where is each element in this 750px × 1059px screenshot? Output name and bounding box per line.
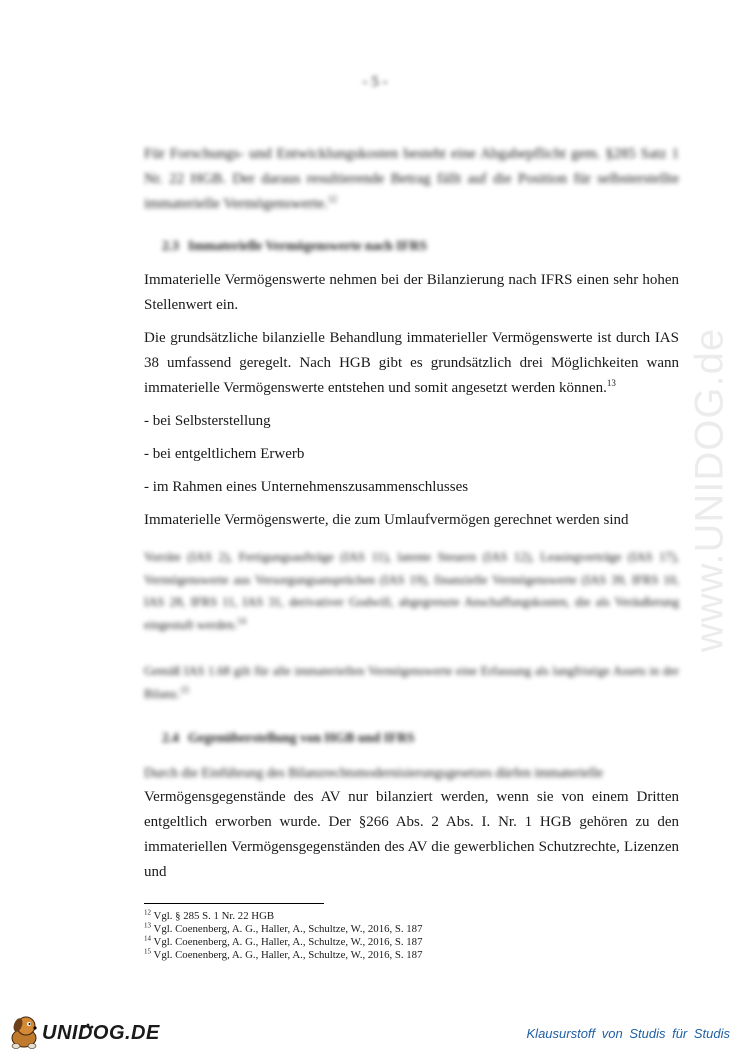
paragraph-3: Immaterielle Vermögenswerte, die zum Umlaufvermögen gerechnet werden sind — [144, 512, 629, 528]
paragraph-1: Immaterielle Vermögenswerte nehmen bei der Bilanzierung nach IFRS einen sehr hohen Stellenwert ein. — [144, 272, 679, 313]
paragraph-4: Vorräte (IAS 2), Fertigungsaufträge (IAS 11), latente Steuern (IAS 12), Leasingverträge (IAS 17), Vermögenswerte aus Versorgungsansprüchen (IAS 19), finanzielle Vermögenswerte (IAS 39, IFRS 10, IAS 28, IFRS 11, IAS 31, derivativer Godwill, abgegrenzte Anschaffungskosten, die als Veräußerung eingestuft werden.$^{14}$ — [144, 550, 679, 632]
footnote: $^{15}$ Vgl. Coenenberg, A. G., Haller, A., Schultze, W., 2016, S. 187 — [144, 947, 423, 961]
footer-tagline: Klausurstoff von Studis für Studis — [526, 1026, 730, 1041]
body-section-ifrs — [144, 268, 679, 533]
list-item: - bei entgeltlichem Erwerb — [144, 446, 305, 462]
heading-2-4: 2.4 Gegenüberstellung von HGB und IFRS — [162, 730, 415, 745]
list-item: - im Rahmen eines Unternehmenszusammenschlusses — [144, 479, 469, 495]
footnote: $^{12}$ Vgl. § 285 S. 1 Nr. 22 HGB — [144, 908, 275, 922]
footnote: $^{14}$ Vgl. Coenenberg, A. G., Haller, A., Schultze, W., 2016, S. 187 — [144, 934, 423, 948]
heading-2-3: 2.3 Immaterielle Vermögenswerte nach IFRS — [162, 238, 427, 253]
paragraph-top: Für Forschungs- und Entwicklungskosten besteht eine Abgabepflicht gem. §285 Satz 1 Nr. 22 HGB. Der daraus resultierende Betrag fällt auf die Position für selbsterstellte immaterielle Vermögenswerte.$^{12}$ — [144, 146, 679, 212]
footnotes — [144, 910, 644, 962]
logo-text: UNIDOG.DE — [42, 1022, 160, 1044]
watermark: www.UNIDOG.de — [687, 327, 732, 653]
paragraph-2: Die grundsätzliche bilanzielle Behandlung immaterieller Vermögenswerte ist durch IAS 38 umfassend geregelt. Nach HGB gibt es grundsätzlich drei Möglichkeiten wann immaterielle Vermögenswerte entstehen und somit angesetzt werden können.$^{13}$ — [144, 330, 679, 396]
footnote: $^{13}$ Vgl. Coenenberg, A. G., Haller, A., Schultze, W., 2016, S. 187 — [144, 921, 423, 935]
paragraph-6: Durch die Einführung des Bilanzrechtsmodernisierungsgesetzes dürfen immaterielle Vermögensgegenstände des AV nur bilanziert werden, wenn sie von einem Dritten entgeltlich erworben wurde. Der §266 Abs. 2 Abs. I. Nr. 1 HGB gehören zu den immateriellen Vermögensgegenständen des AV die gewerblichen Schutzrechte, Lizenzen und — [144, 765, 679, 880]
footnote-separator — [144, 903, 324, 904]
paragraph-5: Gemäß IAS 1.68 gilt für alle immateriellen Vermögenswerte eine Erfassung als langfristige Assets in der Bilanz.$^{15}$ — [144, 664, 679, 701]
page-number: - 5 - — [362, 74, 388, 90]
list-item: - bei Selbsterstellung — [144, 413, 271, 429]
